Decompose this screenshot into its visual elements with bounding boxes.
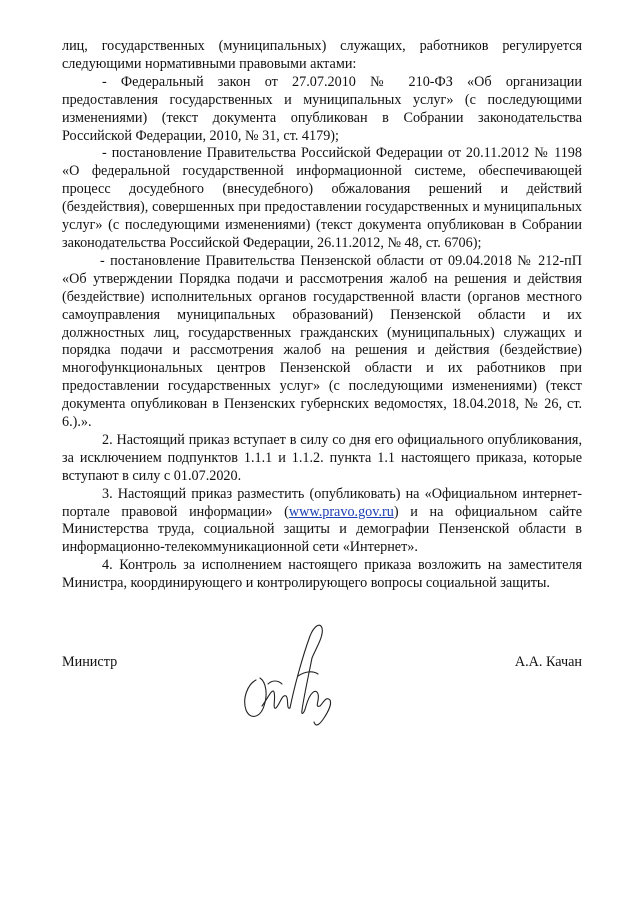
paragraph-item-3-text-after: ) и на официальном сайте Министерства труда, социальной защиты и демографии Пензенской области в информационно-телекоммуникационной сети «Интернет». <box>62 503 582 556</box>
paragraph-item-3-text-before: 3. Настоящий приказ разместить (опубликовать) на «Официальном интернет-портале правовой информации» ( <box>62 485 582 520</box>
pravo-gov-link[interactable]: www.pravo.gov.ru <box>288 503 394 520</box>
paragraph-item-2: 2. Настоящий приказ вступает в силу со дня его официального опубликования, за исключением подпунктов 1.1.1 и 1.1.2. пункта 1.1 настоящего приказа, которые вступают в силу с 01.07.2020. <box>62 431 582 484</box>
paragraph-intro: лиц, государственных (муниципальных) служащих, работников регулируется следующими нормативными правовыми актами: <box>62 38 582 72</box>
document-body <box>62 38 582 593</box>
signature-stroke-4 <box>302 658 320 713</box>
signature-stroke-3 <box>290 625 322 708</box>
signature-stroke-5 <box>314 699 331 725</box>
paragraph-item-4: 4. Контроль за исполнением настоящего приказа возложить на заместителя Министра, координирующего и контролирующего вопросы социальной защиты. <box>62 557 582 592</box>
handwritten-signature-icon <box>228 618 348 738</box>
position-title: Министр <box>62 654 118 670</box>
paragraph-item-3 <box>62 486 582 558</box>
paragraph-government-decree: - постановление Правительства Российской Федерации от 20.11.2012 № 1198 «О федеральной государственной информационной системе, обеспечивающей процесс досудебного (внесудебного) обжалования решений и действий (бездействия), совершенных при предоставлении государственных и муниципальных услуг» (с последующими изменениями) (текст документа опубликован в Собрании законодательства Российской Федерации, 26.11.2012, № 48, ст. 6706); <box>62 145 582 251</box>
signature-stroke-1 <box>245 678 266 716</box>
paragraph-federal-law: - Федеральный закон от 27.07.2010 № 210-ФЗ «Об организации предоставления государственных и муниципальных услуг» (с последующими изменениями) (текст документа опубликован в Собрании законодательства Российской Федерации, 2010, № 31, ст. 4179); <box>62 73 582 144</box>
signature-stroke-7 <box>268 681 282 684</box>
signatory-name: А.А. Качан <box>514 654 582 670</box>
paragraph-regional-decree: - постановление Правительства Пензенской области от 09.04.2018 № 212-пП «Об утверждении Порядка подачи и рассмотрения жалоб на решения и действия (бездействие) исполнительных органов государственной власти (органов местного самоуправления муниципальных образований) Пензенской области и их должностных лиц, государственных гражданских (муниципальных) служащих и порядка подачи и рассмотрения жалоб на решения и действия (бездействие) многофункциональных центров Пензенской области и их работников при предоставлении государственных услуг» (с последующими изменениями) (текст документа опубликован в Пензенских губернских ведомостях, 18.04.2018, № 26, ст. 6.).». <box>62 252 582 431</box>
